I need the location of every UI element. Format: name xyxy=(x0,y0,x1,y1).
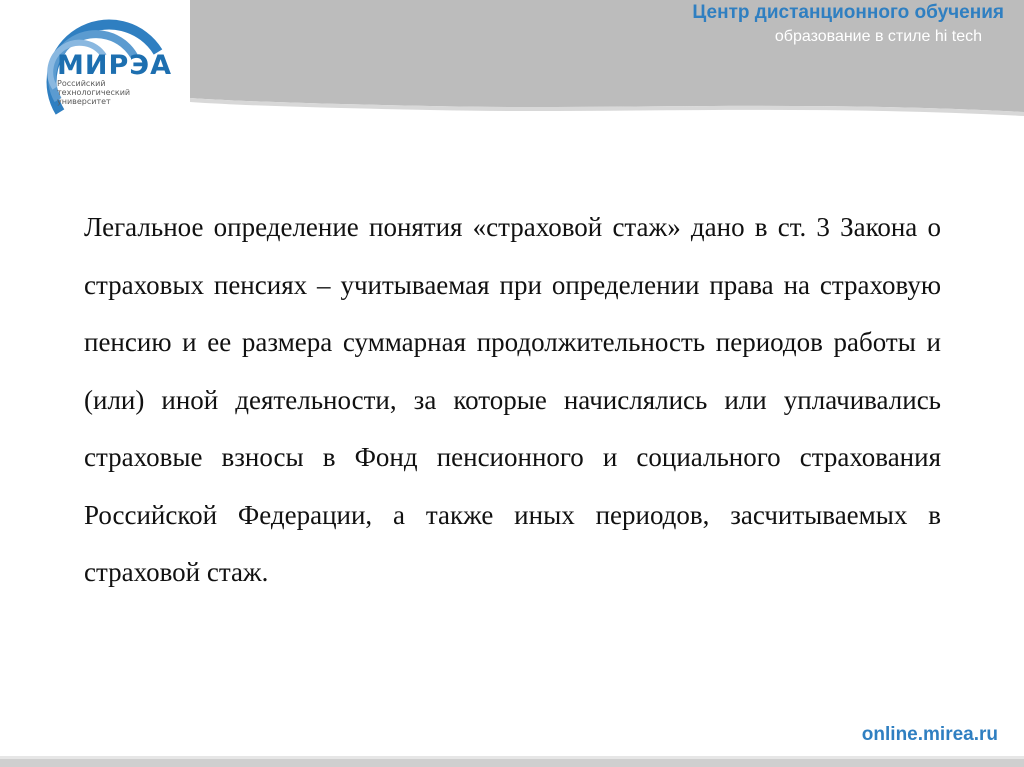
mirea-logo xyxy=(0,0,200,130)
header-subtitle: образование в стиле hi tech xyxy=(774,28,982,45)
footer-band xyxy=(0,756,1024,767)
logo-subtitle xyxy=(57,79,167,106)
logo-subtitle-line: университет xyxy=(57,97,111,106)
main-paragraph: Легальное определение понятия «страховой стаж» дано в ст. 3 Закона о страховых пенсиях – учитываемая при определении права на страховую пенсию и ее размера суммарная продолжительность периодов работы и (или) иной деятельности, за которые начислялись или уплачивались страховые взносы в Фонд пенсионного и социального страхования Российской Федерации, а также иных периодов, засчитываемых в страховой стаж. xyxy=(84,212,941,587)
logo-subtitle-line: технологический xyxy=(57,88,131,97)
footer-url: online.mirea.ru xyxy=(861,724,998,745)
header-title: Центр дистанционного обучения xyxy=(692,2,1004,23)
logo-subtitle-line: Российский xyxy=(57,79,106,88)
logo-name: МИРЭА xyxy=(57,50,172,81)
